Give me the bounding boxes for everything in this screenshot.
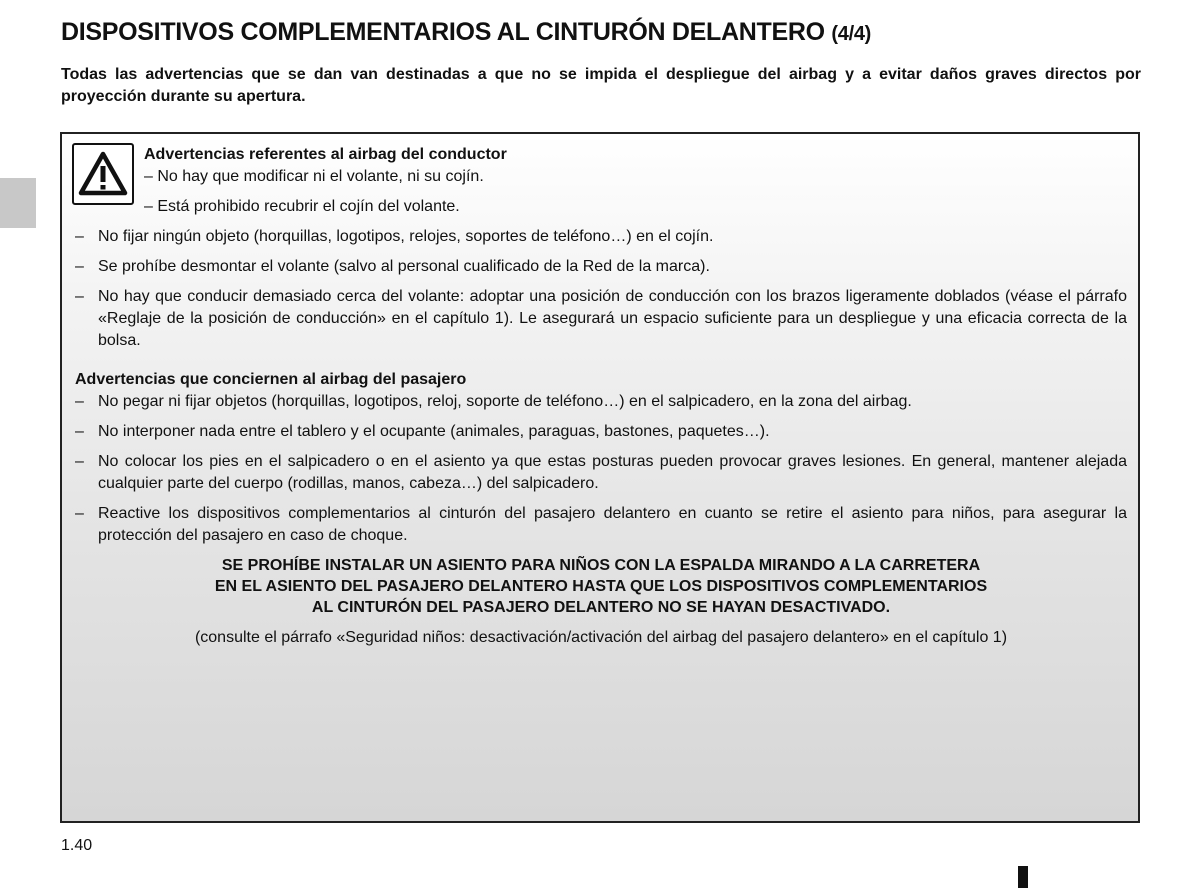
title-main: DISPOSITIVOS COMPLEMENTARIOS AL CINTURÓN DELANTERO [61,18,825,46]
driver-heading: Advertencias referentes al airbag del conductor [144,146,507,163]
warning-box [60,132,1140,823]
driver-item: – No fijar ningún objeto (horquillas, logotipos, relojes, soportes de teléfono…) en el cojín. [75,228,714,245]
driver-item: – No hay que conducir demasiado cerca del volante: adoptar una posición de conducción con los brazos ligeramente doblados (véase el párrafo «Reglaje de la posición de conducción» en el capítulo 1). Le asegurará un espacio suficiente para un despliegue y una eficacia correcta de la bolsa. [75,288,1127,349]
page-title [61,18,871,47]
passenger-item: – No interponer nada entre el tablero y el ocupante (animales, paraguas, bastones, paquetes…). [75,423,770,440]
chapter-reference: (consulte el párrafo «Seguridad niños: desactivación/activación del airbag del pasajero delantero» en el capítulo 1) [194,629,1008,646]
page-corner-mark [1018,866,1028,888]
passenger-heading: Advertencias que conciernen al airbag del pasajero [75,371,467,388]
notice-line: AL CINTURÓN DEL PASAJERO DELANTERO NO SE HAYAN DESACTIVADO. [311,599,891,616]
passenger-item: – Reactive los dispositivos complementarios al cinturón del pasajero delantero en cuanto se retire el asiento para niños, para asegurar la protección del pasajero en caso de choque. [75,505,1127,544]
warning-content [75,144,1127,649]
passenger-item: – No pegar ni fijar objetos (horquillas, logotipos, reloj, soporte de teléfono…) en el salpicadero, en la zona del airbag. [75,393,912,410]
passenger-item: – No colocar los pies en el salpicadero o en el asiento ya que estas posturas pueden provocar graves lesiones. En general, mantener alejada cualquier parte del cuerpo (rodillas, manos, cabeza…) del salpicadero. [75,453,1127,492]
intro-paragraph: Todas las advertencias que se dan van destinadas a que no se impida el despliegue del airbag y a evitar daños graves directos por proyección durante su apertura. [61,66,1141,105]
driver-head-item: – No hay que modificar ni el volante, ni su cojín. [144,168,484,185]
driver-item: – Se prohíbe desmontar el volante (salvo al personal cualificado de la Red de la marca). [75,258,710,275]
driver-head-item: – Está prohibido recubrir el cojín del volante. [144,198,460,215]
title-part: (4/4) [831,23,872,45]
notice-line: EN EL ASIENTO DEL PASAJERO DELANTERO HASTA QUE LOS DISPOSITIVOS COMPLEMENTARIOS [214,578,988,595]
driver-section-head [144,144,1127,218]
notice-line: SE PROHÍBE INSTALAR UN ASIENTO PARA NIÑOS CON LA ESPALDA MIRANDO A LA CARRETERA [221,557,981,574]
child-seat-notice [75,555,1127,618]
chapter-tab-marker [0,178,36,228]
page-number: 1.40 [61,837,93,854]
passenger-section [75,369,1127,547]
